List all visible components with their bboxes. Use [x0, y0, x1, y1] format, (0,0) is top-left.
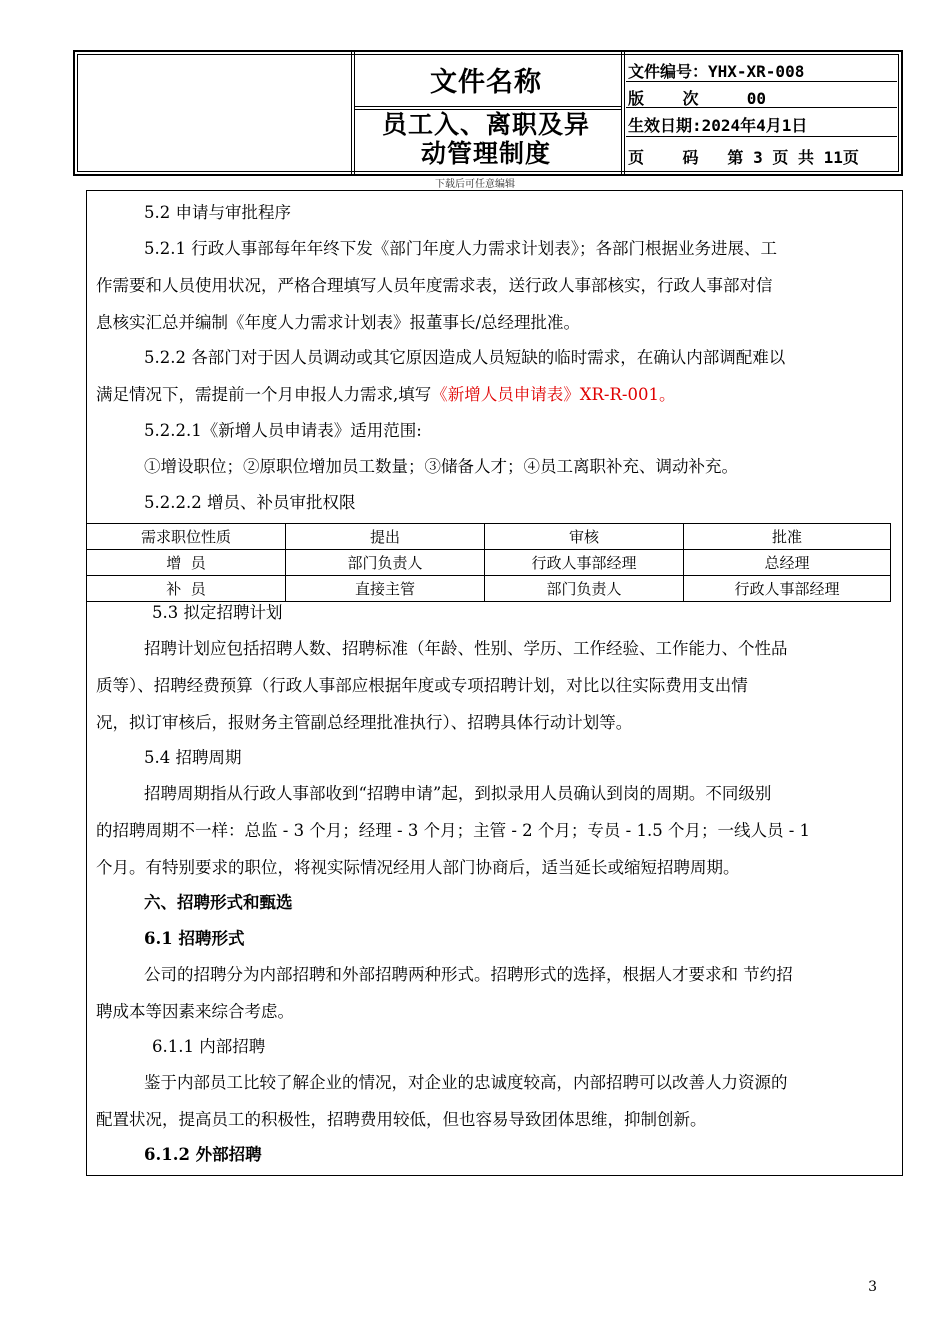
section-5-2-2-1-title: 5.2.2.1《新增人员申请表》适用范围: [144, 421, 422, 440]
table-cell: 补 员 [87, 576, 286, 602]
document-title-line2: 动管理制度 [420, 139, 551, 168]
paragraph-6-1 [96, 956, 892, 1030]
paragraph-text: 满足情况下，需提前一个月申报人力需求,填写 [96, 385, 432, 404]
document-title-line1: 员工入、离职及异 [381, 110, 590, 139]
section-6-1-title: 6.1 招聘形式 [144, 929, 245, 948]
paragraph-line: 作需要和人员使用状况，严格合理填写人员年度需求表，送行政人事部核实，行政人事部对信 [96, 276, 773, 295]
table-cell: 行政人事部经理 [485, 550, 684, 576]
paragraph-line: 招聘计划应包括招聘人数、招聘标准（年龄、性别、学历、工作经验、工作能力、个性品 [144, 639, 788, 658]
table-header-cell: 审核 [485, 524, 684, 550]
paragraph-line: 的招聘周期不一样：总监 - 3 个月；经理 - 3 个月；主管 - 2 个月；专员 - 1.5 个月；一线人员 - 1 [96, 821, 811, 840]
paragraph-line: 聘成本等因素来综合考虑。 [96, 1002, 294, 1021]
table-row [87, 550, 891, 576]
table-cell: 总经理 [684, 550, 891, 576]
paragraph-5-2-1 [96, 230, 892, 341]
section-5-2-2-2-title: 5.2.2.2 增员、补员审批权限 [144, 493, 356, 512]
page-count: 页 码 第 3 页 共 11页 [628, 148, 859, 167]
section-6-1-1-title: 6.1.1 内部招聘 [152, 1037, 266, 1056]
table-cell: 行政人事部经理 [684, 576, 891, 602]
paragraph-line: 公司的招聘分为内部招聘和外部招聘两种形式。招聘形式的选择，根据人才要求和 节约招 [144, 965, 793, 984]
effective-date: 生效日期:2024年4月1日 [628, 116, 808, 135]
paragraph-5-4 [96, 775, 892, 886]
paragraph-line: 5.2.2 各部门对于因人员调动或其它原因造成人员短缺的临时需求，在确认内部调配难以 [144, 348, 786, 367]
document-number: 文件编号：YHX-XR-008 [628, 62, 805, 81]
scope-items: ①增设职位；②原职位增加员工数量；③储备人才；④员工离职补充、调动补充。 [144, 457, 738, 476]
paragraph-line: 配置状况，提高员工的积极性，招聘费用较低，但也容易导致团体思维，抑制创新。 [96, 1110, 707, 1129]
download-note: 下载后可任意编辑 [435, 179, 515, 190]
paragraph-line: 招聘周期指从行政人事部收到“招聘申请”起，到拟录用人员确认到岗的周期。不同级别 [144, 784, 772, 803]
paragraph-6-1-1 [96, 1064, 892, 1138]
paragraph-line: 况，拟订审核后，报财务主管副总经理批准执行）、招聘具体行动计划等。 [96, 713, 633, 732]
paragraph-line: 5.2.1 行政人事部每年年终下发《部门年度人力需求计划表》；各部门根据业务进展、工 [144, 239, 777, 258]
table-cell: 增 员 [87, 550, 286, 576]
document-version: 版 次 00 [628, 89, 766, 108]
chapter-6-title: 六、招聘形式和甄选 [144, 893, 293, 912]
paragraph-5-2-2 [96, 339, 892, 413]
document-header [73, 50, 903, 176]
paragraph-5-3 [96, 630, 892, 741]
paragraph-line: 鉴于内部员工比较了解企业的情况，对企业的忠诚度较高，内部招聘可以改善人力资源的 [144, 1073, 788, 1092]
meta-separator [626, 107, 897, 108]
form-reference: 《新增人员申请表》XR-R-001。 [431, 385, 676, 404]
table-header-cell: 批准 [684, 524, 891, 550]
section-5-4-title: 5.4 招聘周期 [144, 748, 242, 767]
page-number: 3 [868, 1279, 877, 1295]
table-header-cell: 需求职位性质 [87, 524, 286, 550]
approval-authority-table [86, 523, 891, 602]
table-cell: 部门负责人 [286, 550, 485, 576]
header-divider-meta-double [624, 52, 625, 174]
paragraph-line [96, 376, 892, 413]
paragraph-line: 质等）、招聘经费预算（行政人事部应根据年度或专项招聘计划，对比以往实际费用支出情 [96, 676, 748, 695]
title-label: 文件名称 [430, 67, 542, 98]
table-header-row [87, 524, 891, 550]
table-cell: 部门负责人 [485, 576, 684, 602]
document-title [355, 110, 617, 168]
table-header-cell: 提出 [286, 524, 485, 550]
section-5-2-title: 5.2 申请与审批程序 [144, 203, 291, 222]
meta-separator [626, 136, 897, 137]
header-title-divider [354, 106, 621, 107]
meta-separator [626, 81, 897, 82]
header-divider-meta [621, 52, 622, 174]
section-6-1-2-title: 6.1.2 外部招聘 [144, 1145, 262, 1164]
paragraph-line: 个月。有特别要求的职位，将视实际情况经用人部门协商后，适当延长或缩短招聘周期。 [96, 858, 740, 877]
section-5-3-title: 5.3 拟定招聘计划 [152, 603, 283, 622]
table-cell: 直接主管 [286, 576, 485, 602]
header-divider-logo [351, 52, 352, 174]
paragraph-line: 息核实汇总并编制《年度人力需求计划表》报董事长/总经理批准。 [96, 313, 581, 332]
